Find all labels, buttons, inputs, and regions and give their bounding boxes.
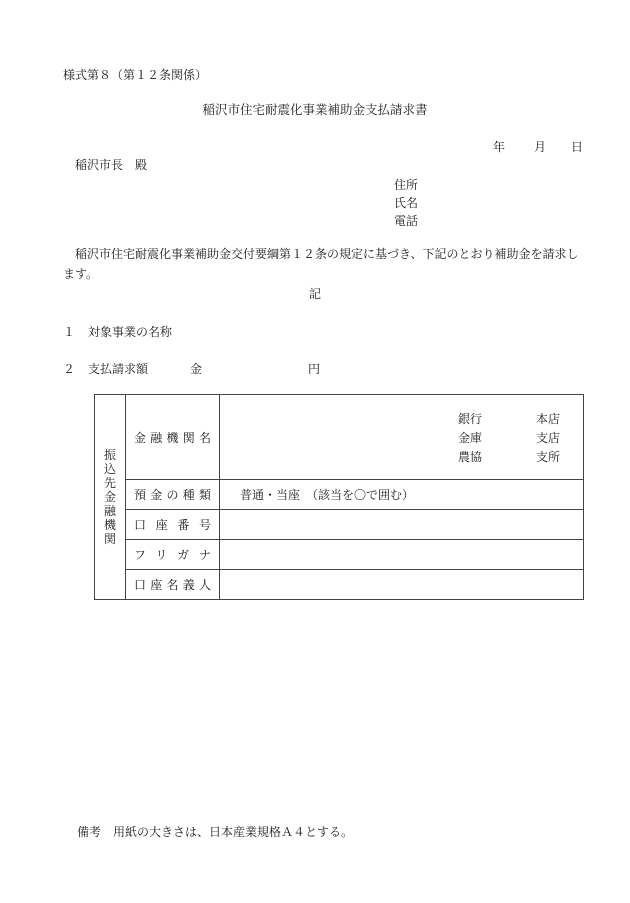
- account-number-label: 口座番号: [126, 510, 220, 540]
- deposit-type-field[interactable]: 普通・当座 （該当を〇で囲む）: [220, 480, 584, 510]
- applicant-phone-label: 電話: [394, 214, 419, 228]
- ki-heading: 記: [308, 287, 321, 301]
- item-project-name: [63, 323, 172, 340]
- institution-name-label: 金融機関名: [126, 395, 220, 480]
- furigana-field[interactable]: [220, 540, 584, 570]
- remarks-note: 備考 用紙の大きさは、日本産業規格Ａ４とする。: [77, 825, 354, 839]
- item-label: 対象事業の名称: [88, 325, 173, 339]
- nokyo-type-label: 農協: [458, 450, 483, 464]
- addressee: 稲沢市長 殿: [75, 158, 148, 172]
- account-holder-label: 口座名義人: [126, 570, 220, 600]
- bank-transfer-table: [94, 394, 584, 600]
- applicant-address-label: 住所: [394, 178, 419, 192]
- item-number: １: [63, 325, 76, 339]
- furigana-label: フリガナ: [126, 540, 220, 570]
- account-holder-field[interactable]: [220, 570, 584, 600]
- deposit-type-label: 預金の種類: [126, 480, 220, 510]
- head-office-label: 本店: [536, 412, 561, 426]
- form-number: 様式第８（第１２条関係）: [63, 68, 208, 82]
- body-text: 稲沢市住宅耐震化事業補助金交付要綱第１２条の規定に基づき、下記のとおり補助金を請求します。: [63, 247, 579, 281]
- account-number-field[interactable]: [220, 510, 584, 540]
- page-title: 稲沢市住宅耐震化事業補助金支払請求書: [202, 102, 428, 117]
- sub-branch-label: 支所: [536, 450, 561, 464]
- shinkin-type-label: 金庫: [458, 431, 483, 445]
- item-request-amount: [63, 360, 321, 377]
- bank-type-label: 銀行: [458, 412, 483, 426]
- amount-yen-label: 円: [308, 362, 321, 376]
- item-label: 支払請求額: [88, 362, 149, 376]
- date-year-label: 年: [493, 140, 506, 154]
- branch-label: 支店: [536, 431, 561, 445]
- item-number: ２: [63, 362, 76, 376]
- date-month-label: 月: [534, 140, 547, 154]
- date-day-label: 日: [571, 140, 584, 154]
- institution-name-field[interactable]: [220, 395, 584, 480]
- amount-kin-label: 金: [190, 362, 203, 376]
- applicant-name-label: 氏名: [394, 196, 419, 210]
- transfer-institution-section-label: 振 込 先 金 融 機 関: [95, 395, 126, 600]
